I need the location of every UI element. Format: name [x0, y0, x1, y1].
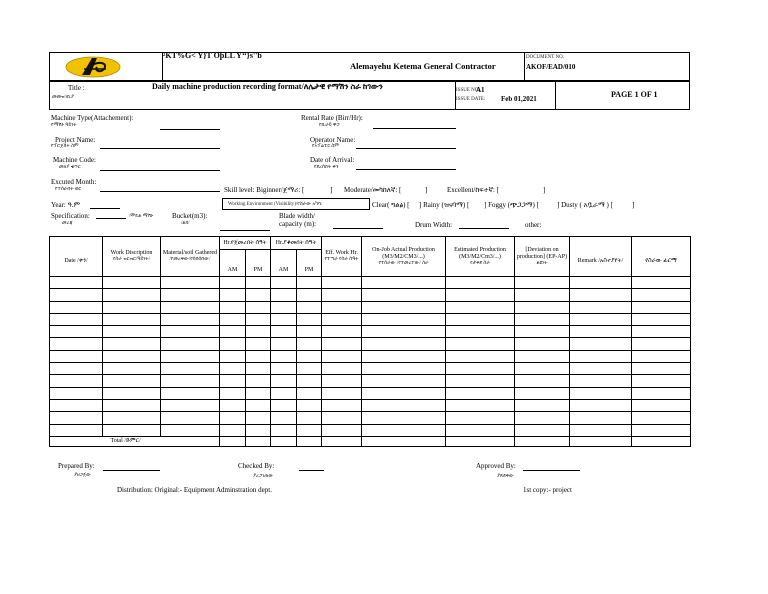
- table-cell[interactable]: [322, 399, 362, 411]
- table-cell[interactable]: [297, 363, 322, 375]
- machine-type-field[interactable]: [160, 129, 220, 130]
- table-cell[interactable]: [50, 338, 103, 350]
- table-cell[interactable]: [246, 387, 271, 399]
- table-cell[interactable]: [246, 326, 271, 338]
- table-cell[interactable]: [632, 338, 691, 350]
- working-env-label: Working Environment (Visibility)/የስራው አካባ.: [228, 202, 323, 207]
- prepared-by-field[interactable]: [103, 470, 160, 471]
- table-cell[interactable]: [50, 289, 103, 301]
- table-cell[interactable]: [297, 338, 322, 350]
- skill-moderate-close: ]: [425, 186, 428, 194]
- form-title: Daily machine production recording format/ለሌታዊ የማሽን ስራ ከገውን: [152, 82, 383, 91]
- table-row: [50, 350, 691, 362]
- col-deviation: [Deviation on production] (EP-AP) ልዩነት: [515, 237, 570, 277]
- table-cell[interactable]: [446, 301, 515, 313]
- table-row: [50, 363, 691, 375]
- table-cell[interactable]: [103, 399, 161, 411]
- table-cell[interactable]: [103, 326, 161, 338]
- project-name-am: የፕሮጀክት ስም: [51, 144, 79, 149]
- title-amharic: መመዝገቢያ: [52, 95, 74, 100]
- table-cell[interactable]: [50, 313, 103, 325]
- table-cell[interactable]: [297, 277, 322, 289]
- table-cell[interactable]: [246, 277, 271, 289]
- table-row: [50, 338, 691, 350]
- machine-code-field[interactable]: [100, 170, 220, 171]
- table-cell[interactable]: [570, 313, 632, 325]
- table-cell[interactable]: [632, 277, 691, 289]
- doc-no-label: DOCUMENT NO.: [526, 55, 564, 60]
- table-cell[interactable]: [570, 277, 632, 289]
- table-cell[interactable]: [515, 289, 570, 301]
- table-cell[interactable]: [220, 375, 246, 387]
- table-cell[interactable]: [161, 412, 220, 424]
- table-cell[interactable]: [246, 424, 271, 436]
- machine-code-label: Machine Code:: [53, 156, 96, 164]
- prepared-by-label: Prepared By:: [58, 462, 95, 470]
- skill-beginner-close: ]: [330, 186, 333, 194]
- table-cell[interactable]: [50, 277, 103, 289]
- specification-am: መረጃ: [62, 221, 73, 226]
- col-date: Date /ቀን/: [50, 237, 103, 277]
- table-cell[interactable]: [570, 412, 632, 424]
- total-row: [50, 436, 691, 446]
- table-cell[interactable]: [362, 412, 446, 424]
- table-cell[interactable]: [246, 301, 271, 313]
- table-cell[interactable]: [515, 363, 570, 375]
- machine-code-am: መለያ ቁጥር: [59, 165, 81, 170]
- date-arrival-label: Date of Arrival:: [310, 156, 355, 164]
- table-cell[interactable]: [632, 424, 691, 436]
- table-cell[interactable]: [220, 338, 246, 350]
- table-cell[interactable]: [103, 375, 161, 387]
- table-cell[interactable]: [297, 387, 322, 399]
- table-cell[interactable]: [50, 412, 103, 424]
- table-cell[interactable]: [322, 289, 362, 301]
- table-cell[interactable]: [446, 399, 515, 411]
- table-cell[interactable]: [271, 350, 297, 362]
- table-cell[interactable]: [570, 326, 632, 338]
- operator-name-am: የኦፕሬተር ስም: [312, 144, 339, 149]
- bucket-am: /ልክ/: [181, 221, 190, 226]
- checked-by-label: Checked By:: [238, 462, 275, 470]
- table-cell[interactable]: [161, 363, 220, 375]
- table-cell[interactable]: [362, 363, 446, 375]
- table-row: [50, 424, 691, 436]
- col-hr-end: Hr.ያቆመበት ሰዓት: [271, 237, 322, 250]
- table-cell[interactable]: [271, 387, 297, 399]
- skill-excellent-close: ]: [543, 186, 546, 194]
- env-foggy-option[interactable]: ] Foggy (ጭጋጋማ) [: [484, 201, 539, 209]
- table-cell[interactable]: [362, 375, 446, 387]
- table-cell[interactable]: [297, 350, 322, 362]
- year-label: Year: ዓ.ም: [51, 201, 81, 209]
- table-cell[interactable]: [220, 289, 246, 301]
- table-cell[interactable]: [632, 326, 691, 338]
- table-cell[interactable]: [632, 301, 691, 313]
- table-cell[interactable]: [103, 363, 161, 375]
- table-cell[interactable]: [322, 424, 362, 436]
- approved-by-am: ያጸደቀው: [497, 474, 514, 479]
- table-cell[interactable]: [271, 338, 297, 350]
- date-arrival-am: የደረሰበት ቀን: [314, 165, 339, 170]
- table-cell[interactable]: [271, 363, 297, 375]
- col-estimated-production: Estimated Production (M3/M2/Cm3/...) የታቀደ ስራ: [446, 237, 515, 277]
- year-field[interactable]: [90, 208, 120, 209]
- col-hr-start: Hr.የጀመረበት ሰዓት: [220, 237, 271, 250]
- date-arrival-field[interactable]: [356, 169, 456, 170]
- col-end-pm: PM: [297, 250, 322, 277]
- table-cell[interactable]: [446, 338, 515, 350]
- rental-rate-label: Rental Rate (Birr/Hr):: [301, 114, 363, 122]
- table-cell[interactable]: [322, 301, 362, 313]
- table-cell[interactable]: [297, 313, 322, 325]
- table-cell[interactable]: [297, 301, 322, 313]
- table-cell[interactable]: [446, 375, 515, 387]
- checked-by-am: ያረጋገጠው: [253, 474, 274, 479]
- table-cell[interactable]: [246, 363, 271, 375]
- table-cell[interactable]: [161, 350, 220, 362]
- table-row: [50, 412, 691, 424]
- title-label: Title :: [68, 84, 85, 92]
- other-label: other:: [525, 221, 542, 229]
- production-table: [49, 236, 691, 447]
- machine-type-am: የማሽኑ ዓይነት: [51, 123, 77, 128]
- table-cell[interactable]: [570, 338, 632, 350]
- table-cell[interactable]: [362, 326, 446, 338]
- table-cell[interactable]: [297, 399, 322, 411]
- table-row: [50, 313, 691, 325]
- table-cell[interactable]: [362, 313, 446, 325]
- table-cell[interactable]: [220, 387, 246, 399]
- table-row: [50, 375, 691, 387]
- table-row: [50, 326, 691, 338]
- project-name-label: Project Name:: [55, 136, 96, 144]
- table-cell[interactable]: [515, 350, 570, 362]
- table-cell[interactable]: [570, 387, 632, 399]
- table-cell[interactable]: [362, 387, 446, 399]
- table-cell[interactable]: [271, 301, 297, 313]
- approved-by-label: Approved By:: [476, 462, 516, 470]
- table-cell[interactable]: [322, 363, 362, 375]
- table-cell[interactable]: [50, 301, 103, 313]
- table-cell[interactable]: [161, 424, 220, 436]
- skill-moderate-option[interactable]: Moderate/መካከለኛ: [: [344, 186, 402, 194]
- table-cell[interactable]: [297, 424, 322, 436]
- table-cell[interactable]: [271, 277, 297, 289]
- copy-text: 1st copy:- project: [523, 486, 572, 494]
- table-cell[interactable]: [161, 326, 220, 338]
- col-signature: የስራው ፊርማ: [632, 237, 691, 277]
- specification-label: Specification:: [51, 212, 90, 220]
- table-cell[interactable]: [515, 326, 570, 338]
- table-cell[interactable]: [297, 326, 322, 338]
- table-cell[interactable]: [322, 338, 362, 350]
- table-cell[interactable]: [246, 313, 271, 325]
- table-cell[interactable]: [362, 277, 446, 289]
- table-cell[interactable]: [322, 412, 362, 424]
- table-cell[interactable]: [446, 363, 515, 375]
- blade-field[interactable]: [333, 228, 383, 229]
- table-cell[interactable]: [220, 326, 246, 338]
- total-label: Total /ድምር/: [103, 436, 220, 446]
- table-cell[interactable]: [50, 387, 103, 399]
- model-label: /ሞዴል ማሽኑ: [129, 214, 154, 219]
- table-cell[interactable]: [322, 313, 362, 325]
- table-cell[interactable]: [322, 277, 362, 289]
- table-cell[interactable]: [446, 412, 515, 424]
- table-cell[interactable]: [632, 375, 691, 387]
- table-row: [50, 277, 691, 289]
- table-cell[interactable]: [271, 399, 297, 411]
- table-cell[interactable]: [246, 399, 271, 411]
- env-clear-option[interactable]: Clear( ግልፅ) [: [372, 201, 410, 209]
- table-cell[interactable]: [246, 289, 271, 301]
- table-cell[interactable]: [322, 375, 362, 387]
- table-row: [50, 289, 691, 301]
- operator-name-field[interactable]: [356, 148, 456, 149]
- table-cell[interactable]: [297, 375, 322, 387]
- table-cell[interactable]: [161, 313, 220, 325]
- table-cell[interactable]: [570, 301, 632, 313]
- prepared-by-am: ያዘጋጀው: [74, 473, 91, 478]
- issue-no-label: ISSUE NO:: [456, 88, 480, 93]
- garbled-title: ²KT%G< Y}T OþLL Y‘‘}s''b: [163, 51, 262, 60]
- table-cell[interactable]: [271, 412, 297, 424]
- table-cell[interactable]: [246, 338, 271, 350]
- table-cell[interactable]: [297, 412, 322, 424]
- issue-date: Feb 01,2021: [501, 95, 537, 103]
- company-logo: [64, 55, 122, 79]
- table-cell[interactable]: [161, 399, 220, 411]
- machine-type-label: Machine Type(Attachement):: [51, 114, 134, 122]
- col-start-am: AM: [220, 250, 246, 277]
- table-cell[interactable]: [570, 375, 632, 387]
- table-cell[interactable]: [271, 289, 297, 301]
- table-cell[interactable]: [515, 412, 570, 424]
- page-number: PAGE 1 OF 1: [611, 90, 658, 99]
- table-cell[interactable]: [446, 289, 515, 301]
- table-cell[interactable]: [220, 399, 246, 411]
- table-cell[interactable]: [515, 301, 570, 313]
- table-cell[interactable]: [103, 313, 161, 325]
- table-cell[interactable]: [297, 289, 322, 301]
- bucket-label: Bucket(m3):: [172, 212, 208, 220]
- col-end-am: AM: [271, 250, 297, 277]
- table-cell[interactable]: [322, 350, 362, 362]
- table-cell[interactable]: [632, 387, 691, 399]
- table-cell[interactable]: [632, 399, 691, 411]
- table-cell[interactable]: [362, 399, 446, 411]
- table-cell[interactable]: [570, 289, 632, 301]
- table-cell[interactable]: [446, 326, 515, 338]
- table-cell[interactable]: [515, 399, 570, 411]
- table-cell[interactable]: [271, 313, 297, 325]
- table-cell[interactable]: [220, 424, 246, 436]
- working-env-box: [222, 198, 370, 210]
- table-cell[interactable]: [632, 412, 691, 424]
- skill-level-label: Skill level: Biginner/ጀማሪ: [: [224, 186, 305, 194]
- table-cell[interactable]: [161, 387, 220, 399]
- table-cell[interactable]: [50, 363, 103, 375]
- table-cell[interactable]: [632, 313, 691, 325]
- approved-by-field[interactable]: [523, 470, 580, 471]
- table-cell[interactable]: [632, 350, 691, 362]
- table-cell[interactable]: [220, 412, 246, 424]
- col-material: Material/soil Gathered /የመረቀው/የሰበሰበው/: [161, 237, 220, 277]
- table-cell[interactable]: [103, 350, 161, 362]
- table-cell[interactable]: [246, 350, 271, 362]
- table-cell[interactable]: [515, 375, 570, 387]
- col-start-pm: PM: [246, 250, 271, 277]
- project-name-field[interactable]: [100, 148, 220, 149]
- specification-field[interactable]: [96, 218, 126, 219]
- env-rainy-option[interactable]: ] Rainy (ዝናባማ) [: [419, 201, 470, 209]
- rental-rate-field[interactable]: [373, 128, 456, 129]
- blade-capacity-label: capacity (m):: [279, 220, 317, 228]
- col-eff-work: Eff. Work Hr. የተጣራ የስራ ሰዓት: [322, 237, 362, 277]
- table-cell[interactable]: [362, 289, 446, 301]
- issue-no: A1: [476, 86, 485, 94]
- table-cell[interactable]: [103, 277, 161, 289]
- checked-by-field[interactable]: [299, 470, 324, 471]
- table-cell[interactable]: [515, 387, 570, 399]
- col-remark: Remark /አስተያየት/: [570, 237, 632, 277]
- table-row: [50, 387, 691, 399]
- table-cell[interactable]: [570, 350, 632, 362]
- issue-date-label: ISSUE DATE:: [456, 97, 486, 102]
- table-cell[interactable]: [632, 289, 691, 301]
- table-cell[interactable]: [515, 313, 570, 325]
- table-cell[interactable]: [220, 363, 246, 375]
- table-cell[interactable]: [220, 350, 246, 362]
- table-cell[interactable]: [570, 424, 632, 436]
- table-cell[interactable]: [103, 289, 161, 301]
- company-name: Alemayehu Ketema General Contractor: [350, 61, 496, 71]
- table-cell[interactable]: [246, 375, 271, 387]
- table-cell[interactable]: [50, 375, 103, 387]
- table-cell[interactable]: [362, 424, 446, 436]
- operator-name-label: Operator Name:: [310, 136, 356, 144]
- executed-month-label: Excuted Month:: [51, 178, 97, 186]
- table-cell[interactable]: [103, 301, 161, 313]
- table-cell[interactable]: [103, 387, 161, 399]
- table-cell[interactable]: [161, 375, 220, 387]
- distribution-text: Distribution: Original:- Equipment Adminstration dept.: [117, 486, 272, 494]
- table-cell[interactable]: [446, 387, 515, 399]
- bucket-field[interactable]: [220, 230, 270, 231]
- table-cell[interactable]: [446, 313, 515, 325]
- table-cell[interactable]: [515, 424, 570, 436]
- table-cell[interactable]: [103, 424, 161, 436]
- executed-month-field[interactable]: [100, 191, 220, 192]
- table-cell[interactable]: [220, 313, 246, 325]
- table-row: [50, 399, 691, 411]
- table-cell[interactable]: [322, 387, 362, 399]
- table-cell[interactable]: [50, 326, 103, 338]
- executed-month-am: የተሰራበት ወር: [55, 187, 82, 192]
- table-cell[interactable]: [570, 399, 632, 411]
- table-cell[interactable]: [446, 350, 515, 362]
- table-cell[interactable]: [271, 326, 297, 338]
- table-cell[interactable]: [446, 277, 515, 289]
- table-cell[interactable]: [322, 326, 362, 338]
- table-cell[interactable]: [271, 424, 297, 436]
- drum-width-label: Drum Width:: [415, 221, 453, 229]
- table-row: [50, 301, 691, 313]
- skill-excellent-option[interactable]: Excellent/ከፍተኛ: [: [447, 186, 500, 194]
- col-work-description: Work Discription የስራ ዝርዝር/ዓይነት/: [103, 237, 161, 277]
- table-cell[interactable]: [161, 289, 220, 301]
- table-cell[interactable]: [50, 424, 103, 436]
- table-cell[interactable]: [515, 277, 570, 289]
- drum-width-field[interactable]: [459, 228, 509, 229]
- table-cell[interactable]: [632, 363, 691, 375]
- env-close-bracket: ]: [632, 201, 635, 209]
- table-cell[interactable]: [103, 412, 161, 424]
- rental-rate-am: የኪራይ ዋጋ: [319, 123, 340, 128]
- table-cell[interactable]: [50, 399, 103, 411]
- col-actual-production: On-Job Actual Production (M3/M2/CM3/...) የተሰራው /የተመረተው/ ስራ: [362, 237, 446, 277]
- table-cell[interactable]: [220, 301, 246, 313]
- table-cell[interactable]: [161, 301, 220, 313]
- table-cell[interactable]: [362, 301, 446, 313]
- table-cell[interactable]: [362, 338, 446, 350]
- blade-label: Blade width/: [279, 212, 315, 220]
- table-cell[interactable]: [271, 375, 297, 387]
- table-cell[interactable]: [161, 338, 220, 350]
- table-cell[interactable]: [246, 412, 271, 424]
- table-cell[interactable]: [50, 350, 103, 362]
- table-cell[interactable]: [515, 338, 570, 350]
- table-cell[interactable]: [103, 338, 161, 350]
- table-cell[interactable]: [446, 424, 515, 436]
- table-cell[interactable]: [220, 277, 246, 289]
- table-cell[interactable]: [362, 350, 446, 362]
- doc-no: AKOF/EAD/010: [526, 63, 576, 71]
- table-cell[interactable]: [161, 277, 220, 289]
- env-dusty-option[interactable]: ] Dusty ( አቧራማ ) [: [557, 201, 613, 209]
- table-cell[interactable]: [570, 363, 632, 375]
